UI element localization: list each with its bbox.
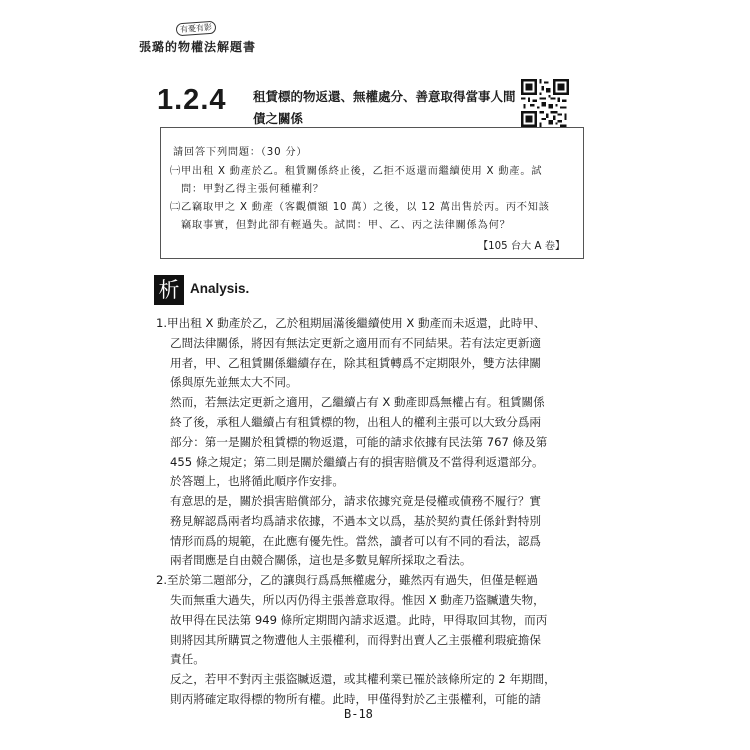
question-line: 請回答下列問題：（30 分） <box>173 147 308 158</box>
body-line: 故甲得在民法第 949 條所定期間內請求返還。此時，甲得取回其物，而丙 <box>170 613 548 627</box>
body-line: 務見解認爲兩者均爲請求依據，不過本文以爲，基於契約責任係針對特別 <box>170 514 542 528</box>
series-title: 張璐的物權法解題書 <box>139 40 257 54</box>
question-line: 竊取事實，但對此卻有輕過失。試問：甲、乙、丙之法律關係為何？ <box>170 220 511 231</box>
body-line: 則將因其所購買之物遭他人主張權利，而得對出賣人乙主張權利瑕疵擔保 <box>170 633 542 647</box>
section-title-line: 租賃標的物返還、無權處分、善意取得當事人間 <box>253 89 516 104</box>
body-line: 於答題上，也將循此順序作安排。 <box>170 474 344 488</box>
section-title <box>253 86 523 130</box>
body-line: 455 條之規定；第二則是關於繼續占有的損害賠償及不當得利返還部分。 <box>170 455 544 469</box>
body-line: 責任。 <box>170 652 205 666</box>
body-line: 用者，甲、乙租賃關係繼續存在，除其租賃轉爲不定期限外，雙方法律關 <box>170 356 542 370</box>
question-source: 【105 台大 A 卷】 <box>478 241 566 252</box>
qr-code-icon[interactable] <box>521 79 569 127</box>
body-line: 2.至於第二題部分，乙的讓與行爲爲無權處分，雖然丙有過失，但僅是輕過 <box>156 573 539 587</box>
header-tag: 有憂有影 <box>176 21 217 37</box>
body-line: 1.甲出租 X 動產於乙，乙於租期屆滿後繼續使用 X 動產而未返還，此時甲、 <box>156 316 546 330</box>
question-line: ㈠甲出租 X 動產於乙。租賃關係終止後，乙拒不返還而繼續使用 X 動產。試 <box>170 166 543 177</box>
body-line: 終了後，承租人繼續占有租賃標的物，出租人的權利主張可以大致分爲兩 <box>170 415 542 429</box>
body-line: 部分：第一是關於租賃標的物返還，可能的請求依據有民法第 767 條及第 <box>170 435 548 449</box>
section-number: 1.2.4 <box>157 84 227 116</box>
section-title-line: 債之關係 <box>253 111 304 126</box>
body-line: 乙間法律關係，將因有無法定更新之適用而有不同結果。若有法定更新適 <box>170 336 542 350</box>
page-number: B-18 <box>344 707 373 721</box>
body-line: 失而無重大過失，所以丙仍得主張善意取得。惟因 X 動產乃盜贓遺失物， <box>170 593 545 607</box>
body-line: 然而，若無法定更新之適用，乙繼續占有 X 動產即爲無權占有。租賃關係 <box>170 395 545 409</box>
body-line: 兩者間應是自由競合關係，這也是多數見解所採取之看法。 <box>170 553 472 567</box>
analysis-mark: 析 <box>154 275 184 305</box>
body-line: 係與原先並無太大不同。 <box>170 375 298 389</box>
body-line: 則丙將確定取得標的物所有權。此時，甲僅得對於乙主張權利，可能的請 <box>170 692 542 706</box>
question-line: 問：甲對乙得主張何種權利？ <box>170 184 324 195</box>
question-line: ㈡乙竊取甲之 X 動產（客觀價額 10 萬）之後，以 12 萬出售於丙。丙不知該 <box>170 202 550 213</box>
body-line: 有意思的是，關於損害賠償部分，請求依據究竟是侵權或債務不履行？實 <box>170 494 542 508</box>
analysis-label: Analysis. <box>190 281 250 296</box>
body-line: 情形而爲的規範，在此應有優先性。當然，讀者可以有不同的看法，認爲 <box>170 534 542 548</box>
body-line: 反之，若甲不對丙主張盜贓返還，或其權利業已罹於該條所定的 2 年期間， <box>170 672 556 686</box>
